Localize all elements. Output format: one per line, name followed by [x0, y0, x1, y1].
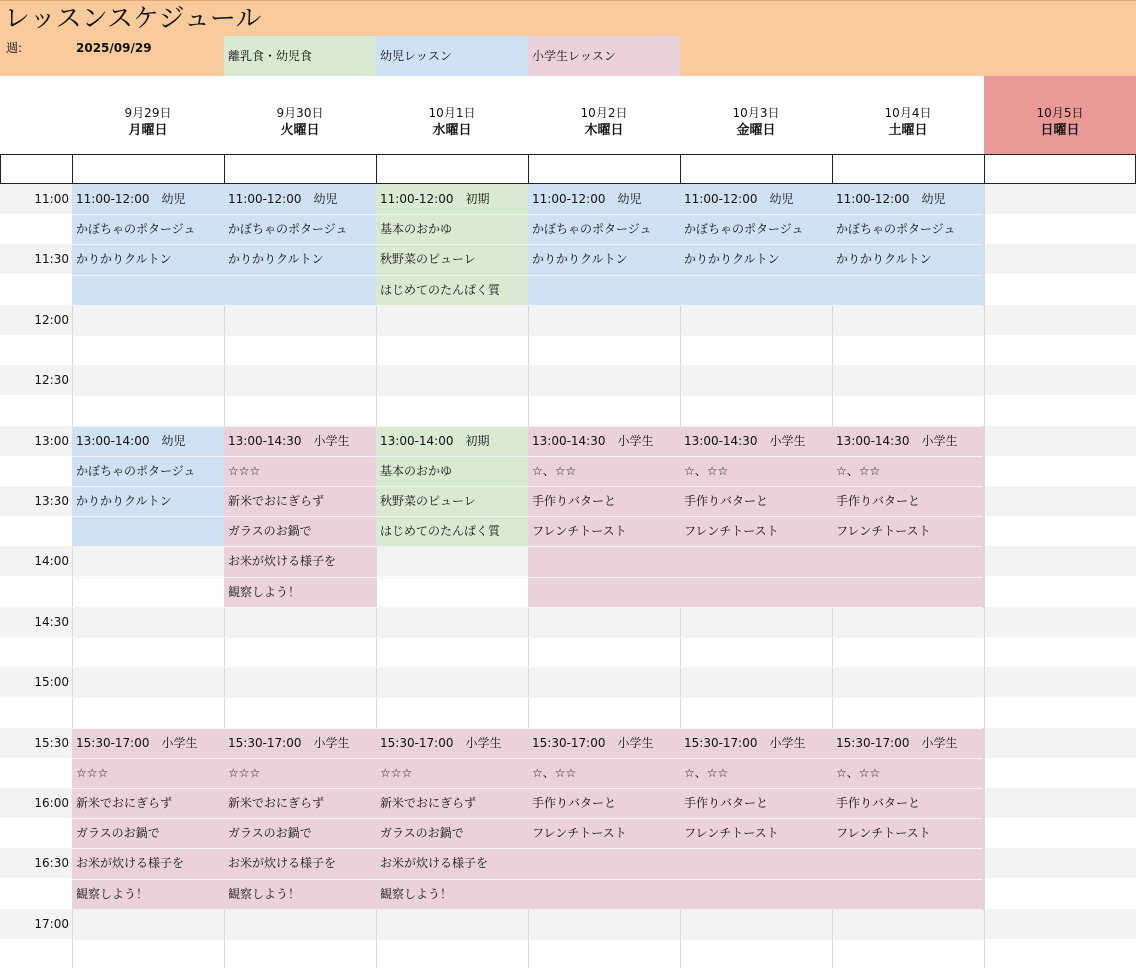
day-header-weekday: 金曜日 [736, 123, 776, 138]
lesson-detail-cell[interactable]: 観察しよう！ [224, 879, 376, 910]
lesson-detail-cell[interactable] [528, 275, 680, 306]
day-header-weekday: 水曜日 [432, 123, 472, 138]
day-header-date: 10月3日 [732, 106, 780, 120]
legend-weaning: 離乳食・幼児食 [224, 36, 376, 76]
lesson-detail-cell[interactable]: 新米でおにぎらず [224, 486, 376, 517]
grid-row [0, 305, 1136, 335]
row-separator [72, 879, 982, 880]
lesson-detail-cell[interactable] [832, 546, 984, 577]
day-header-date: 10月2日 [580, 106, 628, 120]
grid-row [0, 607, 1136, 637]
blank-cell[interactable] [681, 155, 833, 183]
row-separator [72, 818, 982, 819]
blank-cell[interactable] [73, 155, 225, 183]
lesson-title-cell[interactable]: 11:00-12:00 幼児 [224, 184, 376, 215]
lesson-detail-cell[interactable]: ☆、☆☆ [680, 758, 832, 789]
week-date[interactable]: 2025/09/29 [76, 41, 152, 55]
lesson-detail-cell[interactable] [72, 516, 224, 547]
day-header-date: 10月5日 [1036, 106, 1084, 120]
lesson-title-cell[interactable]: 11:00-12:00 幼児 [72, 184, 224, 215]
lesson-detail-cell[interactable]: フレンチトースト [832, 818, 984, 849]
lesson-detail-cell[interactable]: ガラスのお鍋で [224, 818, 376, 849]
lesson-detail-cell[interactable] [832, 275, 984, 306]
lesson-detail-cell[interactable]: フレンチトースト [528, 516, 680, 547]
lesson-detail-cell[interactable]: フレンチトースト [680, 818, 832, 849]
lesson-detail-cell[interactable]: ☆、☆☆ [680, 456, 832, 487]
lesson-detail-cell[interactable]: ☆、☆☆ [528, 456, 680, 487]
lesson-detail-cell[interactable]: 新米でおにぎらず [376, 788, 528, 819]
time-label: 12:00 [34, 312, 69, 327]
lesson-detail-cell[interactable]: ガラスのお鍋で [72, 818, 224, 849]
lesson-detail-cell[interactable]: ☆、☆☆ [528, 758, 680, 789]
lesson-detail-cell[interactable]: 秋野菜のピューレ [376, 486, 528, 517]
lesson-detail-cell[interactable]: 観察しよう！ [224, 577, 376, 608]
row-separator [72, 395, 982, 396]
lesson-title-cell[interactable]: 11:00-12:00 初期 [376, 184, 528, 215]
lesson-title-cell[interactable]: 13:00-14:30 小学生 [680, 426, 832, 457]
lesson-detail-cell[interactable] [680, 848, 832, 879]
lesson-title-cell[interactable]: 13:00-14:30 小学生 [832, 426, 984, 457]
lesson-detail-cell[interactable]: ☆☆☆ [224, 758, 376, 789]
lesson-detail-cell[interactable]: 秋野菜のピューレ [376, 244, 528, 275]
row-separator [72, 214, 982, 215]
lesson-title-cell[interactable]: 11:00-12:00 幼児 [528, 184, 680, 215]
day-header[interactable] [72, 76, 224, 154]
grid-row [0, 637, 1136, 667]
time-label: 14:30 [34, 614, 69, 629]
lesson-detail-cell[interactable]: かぼちゃのポタージュ [72, 456, 224, 487]
grid-row [0, 939, 1136, 969]
time-label: 11:00 [34, 192, 69, 206]
time-label: 14:00 [34, 554, 69, 569]
lesson-detail-cell[interactable] [832, 879, 984, 910]
lesson-title-cell[interactable]: 15:30-17:00 小学生 [680, 728, 832, 759]
time-label: 13:00 [34, 433, 69, 448]
grid-row [0, 395, 1136, 425]
lesson-detail-cell[interactable] [528, 848, 680, 879]
row-separator [72, 667, 982, 668]
lesson-title-cell[interactable]: 11:00-12:00 幼児 [680, 184, 832, 215]
lesson-title-cell[interactable]: 15:30-17:00 小学生 [72, 728, 224, 759]
day-header[interactable] [376, 76, 528, 154]
lesson-title-cell[interactable]: 13:00-14:30 小学生 [528, 426, 680, 457]
day-header[interactable] [528, 76, 680, 154]
lesson-detail-cell[interactable] [224, 275, 376, 306]
lesson-detail-cell[interactable]: はじめてのたんぱく質 [376, 516, 528, 547]
lesson-detail-cell[interactable] [832, 577, 984, 608]
lesson-detail-cell[interactable]: かりかりクルトン [224, 244, 376, 275]
lesson-detail-cell[interactable]: お米が炊ける様子を [224, 546, 376, 577]
lesson-detail-cell[interactable] [528, 577, 680, 608]
lesson-detail-cell[interactable]: 手作りバターと [528, 788, 680, 819]
row-separator [72, 697, 982, 698]
lesson-detail-cell[interactable]: かりかりクルトン [832, 244, 984, 275]
lesson-detail-cell[interactable]: ☆☆☆ [376, 758, 528, 789]
row-separator [72, 909, 982, 910]
lesson-detail-cell[interactable] [528, 546, 680, 577]
lesson-detail-cell[interactable]: かりかりクルトン [72, 244, 224, 275]
lesson-detail-cell[interactable] [680, 546, 832, 577]
lesson-detail-cell[interactable]: 基本のおかゆ [376, 214, 528, 245]
lesson-detail-cell[interactable] [680, 275, 832, 306]
lesson-detail-cell[interactable]: フレンチトースト [528, 818, 680, 849]
day-header-weekday: 木曜日 [584, 123, 624, 138]
lesson-detail-cell[interactable]: ☆、☆☆ [832, 456, 984, 487]
row-separator [72, 275, 982, 276]
lesson-title-cell[interactable]: 15:30-17:00 小学生 [376, 728, 528, 759]
time-label: 12:30 [34, 373, 69, 388]
lesson-detail-cell[interactable]: フレンチトースト [832, 516, 984, 547]
row-separator [72, 335, 982, 336]
lesson-detail-cell[interactable]: 新米でおにぎらず [72, 788, 224, 819]
lesson-detail-cell[interactable]: 手作りバターと [680, 486, 832, 517]
lesson-detail-cell[interactable]: かぼちゃのポタージュ [224, 214, 376, 245]
lesson-title-cell[interactable]: 11:00-12:00 幼児 [832, 184, 984, 215]
lesson-detail-cell[interactable]: 手作りバターと [528, 486, 680, 517]
row-separator [72, 516, 982, 517]
day-header-weekday: 日曜日 [1040, 123, 1080, 138]
time-label: 13:30 [34, 494, 69, 508]
lesson-detail-cell[interactable] [528, 879, 680, 910]
lesson-detail-cell[interactable]: かぼちゃのポタージュ [832, 214, 984, 245]
lesson-detail-cell[interactable]: 観察しよう！ [376, 879, 528, 910]
row-separator [72, 456, 982, 457]
grid-row [0, 909, 1136, 939]
lesson-detail-cell[interactable]: フレンチトースト [680, 516, 832, 547]
row-separator [72, 607, 982, 608]
row-separator [72, 577, 982, 578]
day-header[interactable] [680, 76, 832, 154]
blank-cell[interactable] [225, 155, 377, 183]
time-label: 16:30 [34, 856, 69, 871]
row-separator [72, 788, 982, 789]
lesson-detail-cell[interactable]: かぼちゃのポタージュ [72, 214, 224, 245]
grid-row [0, 697, 1136, 727]
lesson-detail-cell[interactable]: ガラスのお鍋で [224, 516, 376, 547]
day-header[interactable] [832, 76, 984, 154]
lesson-detail-cell[interactable]: ガラスのお鍋で [376, 818, 528, 849]
lesson-detail-cell[interactable]: 新米でおにぎらず [224, 788, 376, 819]
lesson-detail-cell[interactable]: かりかりクルトン [680, 244, 832, 275]
lesson-detail-cell[interactable] [680, 577, 832, 608]
week-label: 週: [6, 41, 23, 55]
grid-row [0, 667, 1136, 697]
row-separator [72, 848, 982, 849]
lesson-detail-cell[interactable]: ☆☆☆ [72, 758, 224, 789]
row-separator [72, 426, 982, 427]
lesson-detail-cell[interactable]: かりかりクルトン [72, 486, 224, 517]
day-header-weekday: 月曜日 [128, 123, 168, 138]
lesson-detail-cell[interactable]: ☆、☆☆ [832, 758, 984, 789]
row-separator [72, 728, 982, 729]
grid-row [0, 335, 1136, 365]
day-header-date: 9月30日 [276, 106, 324, 120]
row-separator [72, 305, 982, 306]
lesson-detail-cell[interactable]: 観察しよう！ [72, 879, 224, 910]
lesson-detail-cell[interactable]: お米が炊ける様子を [376, 848, 528, 879]
day-header-weekday: 火曜日 [280, 123, 320, 138]
day-header[interactable] [224, 76, 376, 154]
blank-cell[interactable] [377, 155, 529, 183]
page-title: レッスンスケジュール [4, 4, 262, 34]
row-separator [72, 546, 982, 547]
time-label: 15:30 [34, 735, 69, 750]
lesson-detail-cell[interactable]: 基本のおかゆ [376, 456, 528, 487]
row-separator [72, 758, 982, 759]
lesson-detail-cell[interactable]: はじめてのたんぱく質 [376, 275, 528, 306]
legend-elementary: 小学生レッスン [528, 36, 680, 76]
row-separator [72, 939, 982, 940]
lesson-detail-cell[interactable]: かりかりクルトン [528, 244, 680, 275]
lesson-title-cell[interactable]: 13:00-14:00 幼児 [72, 426, 224, 457]
lesson-detail-cell[interactable]: 手作りバターと [832, 788, 984, 819]
grid-row [0, 365, 1136, 395]
row-separator [72, 486, 982, 487]
lesson-title-cell[interactable]: 15:30-17:00 小学生 [224, 728, 376, 759]
lesson-detail-cell[interactable]: お米が炊ける様子を [72, 848, 224, 879]
blank-cell[interactable] [529, 155, 681, 183]
day-header-date: 10月1日 [428, 106, 476, 120]
blank-cell[interactable] [1, 155, 73, 183]
day-header-sunday[interactable] [984, 76, 1136, 154]
lesson-detail-cell[interactable] [832, 848, 984, 879]
grid-column-divider [984, 184, 985, 968]
day-header-weekday: 土曜日 [888, 123, 928, 138]
row-separator [72, 365, 982, 366]
legend-toddler: 幼児レッスン [376, 36, 528, 76]
lesson-title-cell[interactable]: 13:00-14:00 初期 [376, 426, 528, 457]
time-label: 17:00 [34, 916, 69, 931]
lesson-detail-cell[interactable]: かぼちゃのポタージュ [680, 214, 832, 245]
lesson-title-cell[interactable]: 13:00-14:30 小学生 [224, 426, 376, 457]
day-header-date: 10月4日 [884, 106, 932, 120]
time-label: 15:00 [34, 675, 69, 690]
blank-input-row[interactable] [0, 154, 1136, 184]
lesson-detail-cell[interactable]: かぼちゃのポタージュ [528, 214, 680, 245]
day-header-date: 9月29日 [124, 106, 172, 120]
lesson-detail-cell[interactable]: 手作りバターと [832, 486, 984, 517]
row-separator [72, 244, 982, 245]
lesson-title-cell[interactable]: 15:30-17:00 小学生 [528, 728, 680, 759]
lesson-detail-cell[interactable] [680, 879, 832, 910]
time-label: 16:00 [34, 796, 69, 810]
lesson-detail-cell[interactable]: ☆☆☆ [224, 456, 376, 487]
row-separator [72, 637, 982, 638]
lesson-detail-cell[interactable] [72, 275, 224, 306]
blank-cell[interactable] [833, 155, 985, 183]
lesson-title-cell[interactable]: 15:30-17:00 小学生 [832, 728, 984, 759]
time-label: 11:30 [34, 252, 69, 267]
lesson-detail-cell[interactable]: お米が炊ける様子を [224, 848, 376, 879]
lesson-detail-cell[interactable]: 手作りバターと [680, 788, 832, 819]
